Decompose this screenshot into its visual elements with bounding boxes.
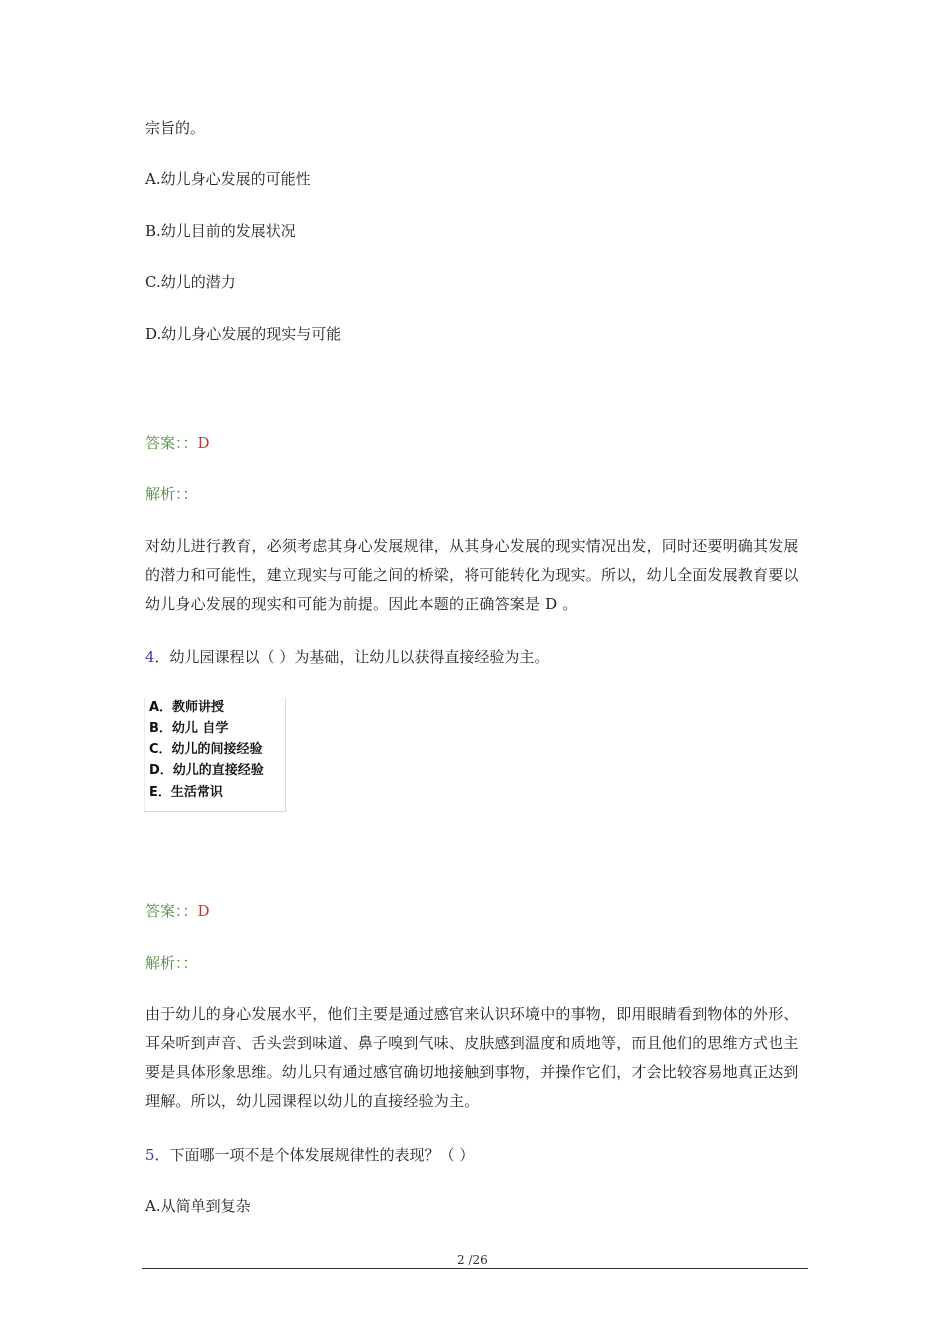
q4-analysis-text: 由于幼儿的身心发展水平，他们主要是通过感官来认识环境中的事物，即用眼睛看到物体的外形、耳朵听到声音、舌头尝到味道、鼻子嗅到气味、皮肤感到温度和质地等，而且他们的思维方式也主要是具体形象思维。幼儿只有通过感官确切地接触到事物，并操作它们，才会比较容易地真正达到理解。所以，幼儿园课程以幼儿的直接经验为主。 <box>145 1005 799 1110</box>
q3-option-a: A.幼儿身心发展的可能性 <box>145 170 311 188</box>
q3-answer <box>145 433 210 453</box>
q4-option-b: B．幼儿 自学 <box>149 721 229 736</box>
q4-answer <box>145 901 210 921</box>
q4-option-e: E．生活常识 <box>149 785 223 800</box>
q3-option-c: C.幼儿的潜力 <box>145 273 236 291</box>
q4-number: 4 <box>145 648 155 666</box>
q5-stem <box>145 1145 474 1165</box>
q4-option-c: C．幼儿的间接经验 <box>149 742 263 757</box>
q3-stem-tail: 宗旨的。 <box>145 119 206 137</box>
answer-label: 答案：： <box>145 902 198 920</box>
q5-stem-text: ．下面哪一项不是个体发展规律性的表现？（ ） <box>154 1146 475 1164</box>
page-number: 2 /26 <box>457 1253 488 1267</box>
q3-option-d: D.幼儿身心发展的现实与可能 <box>145 325 342 343</box>
q3-option-b: B.幼儿目前的发展状况 <box>145 222 296 240</box>
q3-analysis-label: 解析：： <box>145 485 198 503</box>
q4-stem-text: ．幼儿园课程以（ ）为基础，让幼儿以获得直接经验为主。 <box>154 648 550 666</box>
q5-number: 5 <box>145 1146 155 1164</box>
answer-label: 答案：： <box>145 434 198 452</box>
q4-analysis-label: 解析：： <box>145 954 198 972</box>
q4-option-a: A．教师讲授 <box>149 700 225 715</box>
q4-option-d: D．幼儿的直接经验 <box>149 763 264 778</box>
q4-options-image <box>144 698 286 812</box>
footer-divider <box>142 1268 808 1269</box>
answer-value: D <box>197 434 210 452</box>
q3-analysis-text: 对幼儿进行教育，必须考虑其身心发展规律，从其身心发展的现实情况出发，同时还要明确其发展的潜力和可能性，建立现实与可能之间的桥梁，将可能转化为现实。所以，幼儿全面发展教育要以幼儿身心发展的现实和可能为前提。因此本题的正确答案是 D 。 <box>145 537 799 613</box>
q5-option-a: A.从简单到复杂 <box>145 1197 251 1215</box>
answer-value: D <box>197 902 210 920</box>
q4-stem <box>145 647 549 667</box>
